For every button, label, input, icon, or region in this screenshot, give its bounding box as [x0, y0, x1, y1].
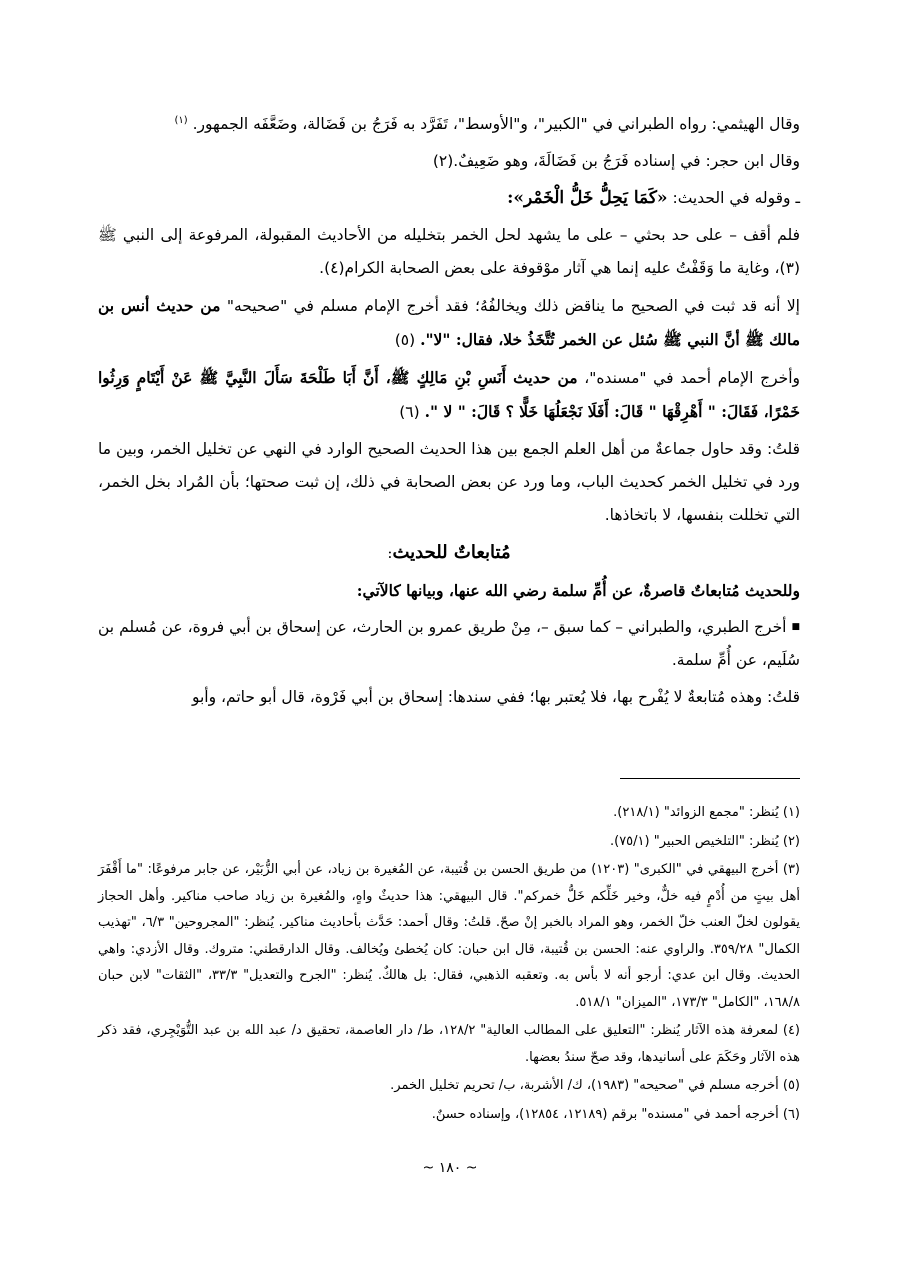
paragraph-assessment: قلتُ: وهذه مُتابعةٌ لا يُفْرح بها، فلا يُعتبر بها؛ ففي سندها: إسحاق بن أبي فَرْوة، قال أبو حاتم، وأبو	[191, 688, 800, 706]
section-heading-text: مُتابعاتٌ للحديث	[392, 542, 511, 563]
paragraph-haythami-text: وقال الهيثمي: رواه الطبراني في "الكبير"، و"الأوسط"، تَفَرَّد به فَرَجُ بن فَضَالة، وضَعَّفَه الجمهور.	[192, 115, 800, 133]
main-text	[98, 108, 800, 718]
paragraph-haythami	[98, 108, 800, 141]
muslim-narration-hadith: من حديث أنس بن مالك ﷺ أنَّ النبي ﷺ سُئل عن الخمر تُتَّخَذُ خلا، فقال: "لا".	[98, 296, 800, 349]
ahmad-narration-intro: وأخرج الإمام أحمد في "مسنده"،	[584, 369, 801, 387]
paragraph-no-evidence: فلم أقف – على حد بحثي – على ما يشهد لحل الخمر بتخليله من الأحاديث المقبولة، المرفوعة إلى النبي ﷺ (٣)، وغاية ما وَقَفْتُ عليه إنما هي آثار موْقوفة على بعض الصحابة الكرام(٤).	[98, 226, 800, 277]
footnote-ref-1: (١)	[174, 114, 188, 126]
footnote-6: (٦) أخرجه أحمد في "مسنده" برقم (١٢١٨٩، ١٢٨٥٤)، وإسناده حسنٌ.	[431, 1106, 800, 1122]
section-heading-colon: :	[387, 544, 393, 562]
bullet-item	[98, 611, 800, 677]
hadith-phrase-quote: «كَمَا يَحِلُّ خَلُّ الْخَمْر»:	[507, 188, 668, 208]
paragraph-ahmad-narration	[98, 361, 800, 429]
page-number: ~ ١٨٠ ~	[422, 1160, 478, 1176]
footnotes	[98, 800, 800, 1130]
paragraph-ibn-hajar: وقال ابن حجر: في إسناده فَرَجُ بن فَضَالَةَ، وهو ضَعِيفٌ.(٢)	[432, 152, 800, 170]
footnote-ref-6: (٦)	[399, 403, 420, 421]
bullet-square-icon: ■	[791, 622, 800, 632]
ahmad-narration-hadith: من حديث أَنَسِ بْنِ مَالِكٍ ﷺ، أَنَّ أَبَا طَلْحَةَ سَأَلَ النَّبِيَّ ﷺ عَنْ أَيْتَامٍ وَرِثُوا خَمْرًا، فَقَالَ: " أَهْرِقْهَا " قَالَ: أَفَلَا نَجْعَلُهَا خَلًّا ؟ قَالَ: " لا ".	[98, 368, 800, 421]
paragraph-muslim-narration	[98, 289, 800, 357]
footnote-5: (٥) أخرجه مسلم في "صحيحه" (١٩٨٣)، ك/ الأشربة، ب/ تحريم تخليل الخمر.	[390, 1078, 800, 1093]
section-lead: وللحديث مُتابعاتٌ قاصرةٌ، عن أُمِّ سلمة رضي الله عنها، وبيانها كالآتي:	[356, 581, 800, 600]
section-heading	[98, 536, 800, 570]
footnote-3: (٣) أخرج البيهقي في "الكبرى" (١٢٠٣) من طريق الحسن بن قُتيبة، عن المُغيرة بن زياد، عن أبي الزُّبَيْر، عن جابر مرفوعًا: "ما أَقْفَرَ أهل بيتٍ من أُدْمٍ فيه خلٌّ، وخير خَلِّكم خَلُّ خمركم". قال البيهقي: هذا حديثٌ واهٍ، والمُغيرة بن زياد صاحب مناكير. وأهل الحجاز يقولون لخلّ العنب خلّ الخمر، وهو المراد بالخبر إنْ صحّ. قلتُ: وقال أحمد: حَدَّث بأحاديث مناكير. يُنظر: "المجروحين" ٦/٣، "تهذيب الكمال" ٣٥٩/٢٨. والراوي عنه: الحسن بن قُتيبة، قال ابن حبان: كان يُخطئ ويُخالف. وقال الدارقطني: متروك. وقال الأزدي: واهي الحديث. وقال ابن عدي: أرجو أنه لا بأس به. وتعقبه الذهبي، فقال: بل هالكٌ. يُنظر: "الجرح والتعديل" ٣٣/٣، "الثقات" لابن حبان ١٦٨/٨، "الكامل" ١٧٣/٣، "الميزان" ٥١٨/١.	[98, 862, 801, 1010]
bullet-item-text: أخرج الطبري، والطبراني – كما سبق –، مِنْ طريق عمرو بن الحارث، عن إسحاق بن أبي فروة، عن مُسلم بن سُلَيم، عن أُمِّ سلمة.	[98, 618, 800, 669]
footnote-separator	[620, 778, 800, 779]
paragraph-hadith-phrase	[98, 182, 800, 215]
footnote-2: (٢) يُنظر: "التلخيص الحبير" (٧٥/١).	[609, 833, 800, 849]
paragraph-reconciliation: قلتُ: وقد حاول جماعةٌ من أهل العلم الجمع بين هذا الحديث الصحيح الوارد في النهي عن تخليل الخمر، وبين ما ورد في تخليل الخمر كحديث الباب، وما ورد عن بعض الصحابة في ذلك، إن ثبت صحتها؛ بأن المُراد بخل الخمر، التي تخللت بنفسها، لا باتخاذها.	[98, 440, 800, 524]
footnote-ref-5: (٥)	[394, 331, 416, 349]
hadith-phrase-prefix: ـ وقوله في الحديث:	[672, 189, 800, 207]
footnote-4: (٤) لمعرفة هذه الآثار يُنظر: "التعليق على المطالب العالية" ١٢٨/٢، ط/ دار العاصمة، تحقيق د/ عبد الله بن عبد التُّوَيْجِري، فقد ذكر هذه الآثار وحَكَمَ على أسانيدها، وقد صحّ سندُ بعضها.	[98, 1023, 800, 1065]
footnote-1: (١) يُنظر: "مجمع الزوائد" (٢١٨/١).	[613, 805, 800, 820]
muslim-narration-intro: إلا أنه قد ثبت في الصحيح ما يناقض ذلك ويخالفُهُ؛ فقد أخرج الإمام مسلم في "صحيحه"	[226, 297, 800, 315]
